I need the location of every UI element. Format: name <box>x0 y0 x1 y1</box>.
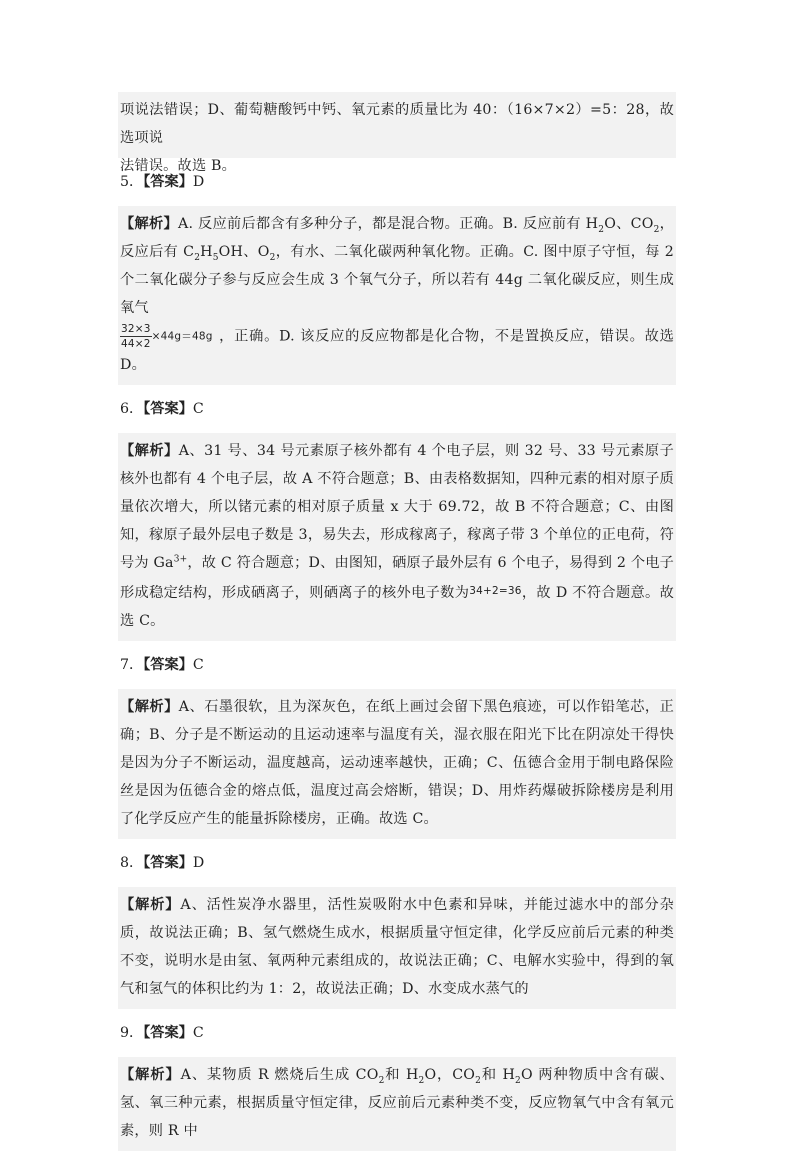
q5-text-3: ，反应后有 C <box>120 216 675 260</box>
q8-text: A、活性炭净水器里，活性炭吸附水中色素和异味，并能过滤水中的部分杂质，故说法正确；B、氢气燃烧生成水，根据质量守恒定律，化学反应前后元素的种类不变，说明水是由氢、氧两种元素组成的，故说法正确；C、电解水实验中，得到的氧气和氢气的体积比约为 1：2，故说法正确；D、水变成水蒸气的 <box>120 897 674 997</box>
q8-answer-line <box>118 839 676 887</box>
q5-text-1: A. 反应前后都含有多种分子，都是混合物。正确。B. 反应前有 H <box>178 216 599 232</box>
q5-text-5: OH、O <box>218 244 270 260</box>
q9-text-3: O，CO <box>424 1067 476 1083</box>
q9-text-5: O 两种物质中含有碳、氢、氧三种元素，根据质量守恒定律，反应前后元素种类不变，反应物氧气中含有氧元素，则 R 中 <box>120 1067 674 1139</box>
q9-answer-line <box>118 1009 676 1057</box>
q5-fraction-expression <box>120 322 213 351</box>
q5-text-6: ，有水、二氧化碳两种氧化物。正确。C. 图中原子守恒，每 2 个二氧化碳分子参与反应会生成 3 个氧气分子，所以若有 44g 二氧化碳反应，则生成氧气 <box>120 244 674 316</box>
q8-answer-value: D <box>192 855 205 871</box>
q9-text-1: A、某物质 R 燃烧后生成 CO <box>180 1067 379 1083</box>
sub-2: 2 <box>598 224 605 235</box>
q9-answer-tag: 【答案】 <box>143 1025 193 1041</box>
q9-answer-value: C <box>192 1025 204 1041</box>
q7-explanation <box>118 689 676 839</box>
q5-answer-value: D <box>192 174 205 190</box>
q6-answer-value: C <box>192 401 204 417</box>
q7-lead: 【解析】 <box>120 699 179 715</box>
sub-2: 2 <box>418 1075 425 1086</box>
q6-text-3: ，故 D 不符合题意。故选 C。 <box>120 585 674 629</box>
q7-number: 7． <box>120 657 144 673</box>
sub-2: 2 <box>378 1075 385 1086</box>
q5-answer-tag: 【答案】 <box>143 174 193 190</box>
q5-number: 5． <box>120 174 144 190</box>
q8-lead: 【解析】 <box>120 897 181 913</box>
q7-answer-tag: 【答案】 <box>143 657 193 673</box>
q4-explanation <box>118 92 676 174</box>
sub-2: 2 <box>515 1075 521 1086</box>
q5-lead: 【解析】 <box>120 216 179 232</box>
q9-text-4: 和 H <box>481 1067 516 1083</box>
q9-text-2: 和 H <box>384 1067 419 1083</box>
q5-fraction <box>120 322 152 351</box>
q6-lead: 【解析】 <box>120 443 179 459</box>
q5-text-2: O、CO <box>604 216 654 232</box>
q8-answer-tag: 【答案】 <box>143 855 193 871</box>
q7-answer-value: C <box>192 657 204 673</box>
q7-text: A、石墨很软，且为深灰色，在纸上画过会留下黑色痕迹，可以作铅笔芯，正确；B、分子是不断运动的且运动速率与温度有关，湿衣服在阳光下比在阴凉处干得快是因为分子不断运动，温度越高，运动速率越快，正确；C、伍德合金用于制电路保险丝是因为伍德合金的熔点低，温度过高会熔断，错误；D、用炸药爆破拆除楼房是利用了化学反应产生的能量拆除楼房，正确。故选 C。 <box>120 699 674 827</box>
q6-expression: 34+2=36 <box>469 585 522 597</box>
q8-explanation <box>118 887 676 1009</box>
q6-answer-line <box>118 385 676 433</box>
q9-number: 9． <box>120 1025 144 1041</box>
q5-text-4: H <box>200 244 213 260</box>
sub-2: 2 <box>194 252 201 263</box>
fraction-denominator: 44×2 <box>121 338 151 350</box>
q5-explanation <box>118 206 676 385</box>
sub-2: 2 <box>653 224 660 235</box>
sub-2: 2 <box>475 1075 482 1086</box>
q4-line1: 项说法错误；D、葡萄糖酸钙中钙、氧元素的质量比为 40：（16×7×2）=5：28，故选项说 <box>120 102 674 146</box>
q6-text-2: ，故 C 符合题意；D、由图知，硒原子最外层有 6 个电子，易得到 2 个电子形成稳定结构，形成硒离子，则硒离子的核外电子数为 <box>120 555 674 601</box>
q7-answer-line <box>118 641 676 689</box>
q9-lead: 【解析】 <box>120 1067 181 1083</box>
sub-5: 5 <box>212 252 219 263</box>
q5-text-7: ，正确。D. 该反应的反应物都是化合物，不是置换反应，错误。故选 D。 <box>120 328 674 373</box>
fraction-rest: ×44g＝48g <box>151 330 213 343</box>
q6-answer-tag: 【答案】 <box>143 401 193 417</box>
q6-number: 6． <box>120 401 144 417</box>
fraction-numerator: 32×3 <box>121 323 151 335</box>
q6-explanation <box>118 433 676 641</box>
document-page <box>118 92 676 1151</box>
q8-number: 8． <box>120 855 144 871</box>
charge-superscript: 3+ <box>173 554 188 565</box>
q9-explanation <box>118 1057 676 1151</box>
sub-2: 2 <box>269 252 276 263</box>
q4-line2: 法错误。故选 B。 <box>120 158 237 174</box>
q6-text-1: A、31 号、34 号元素原子核外都有 4 个电子层，则 32 号、33 号元素原子核外也都有 4 个电子层，故 A 不符合题意；B、由表格数据知，四种元素的相对原子质量依次增大，所以锗元素的相对原子质量 x 大于 69.72，故 B 不符合题意；C、由图知，稼原子最外层电子数是 3，易失去，形成稼离子，稼离子带 3 个单位的正电荷，符号为 Ga <box>120 443 674 571</box>
